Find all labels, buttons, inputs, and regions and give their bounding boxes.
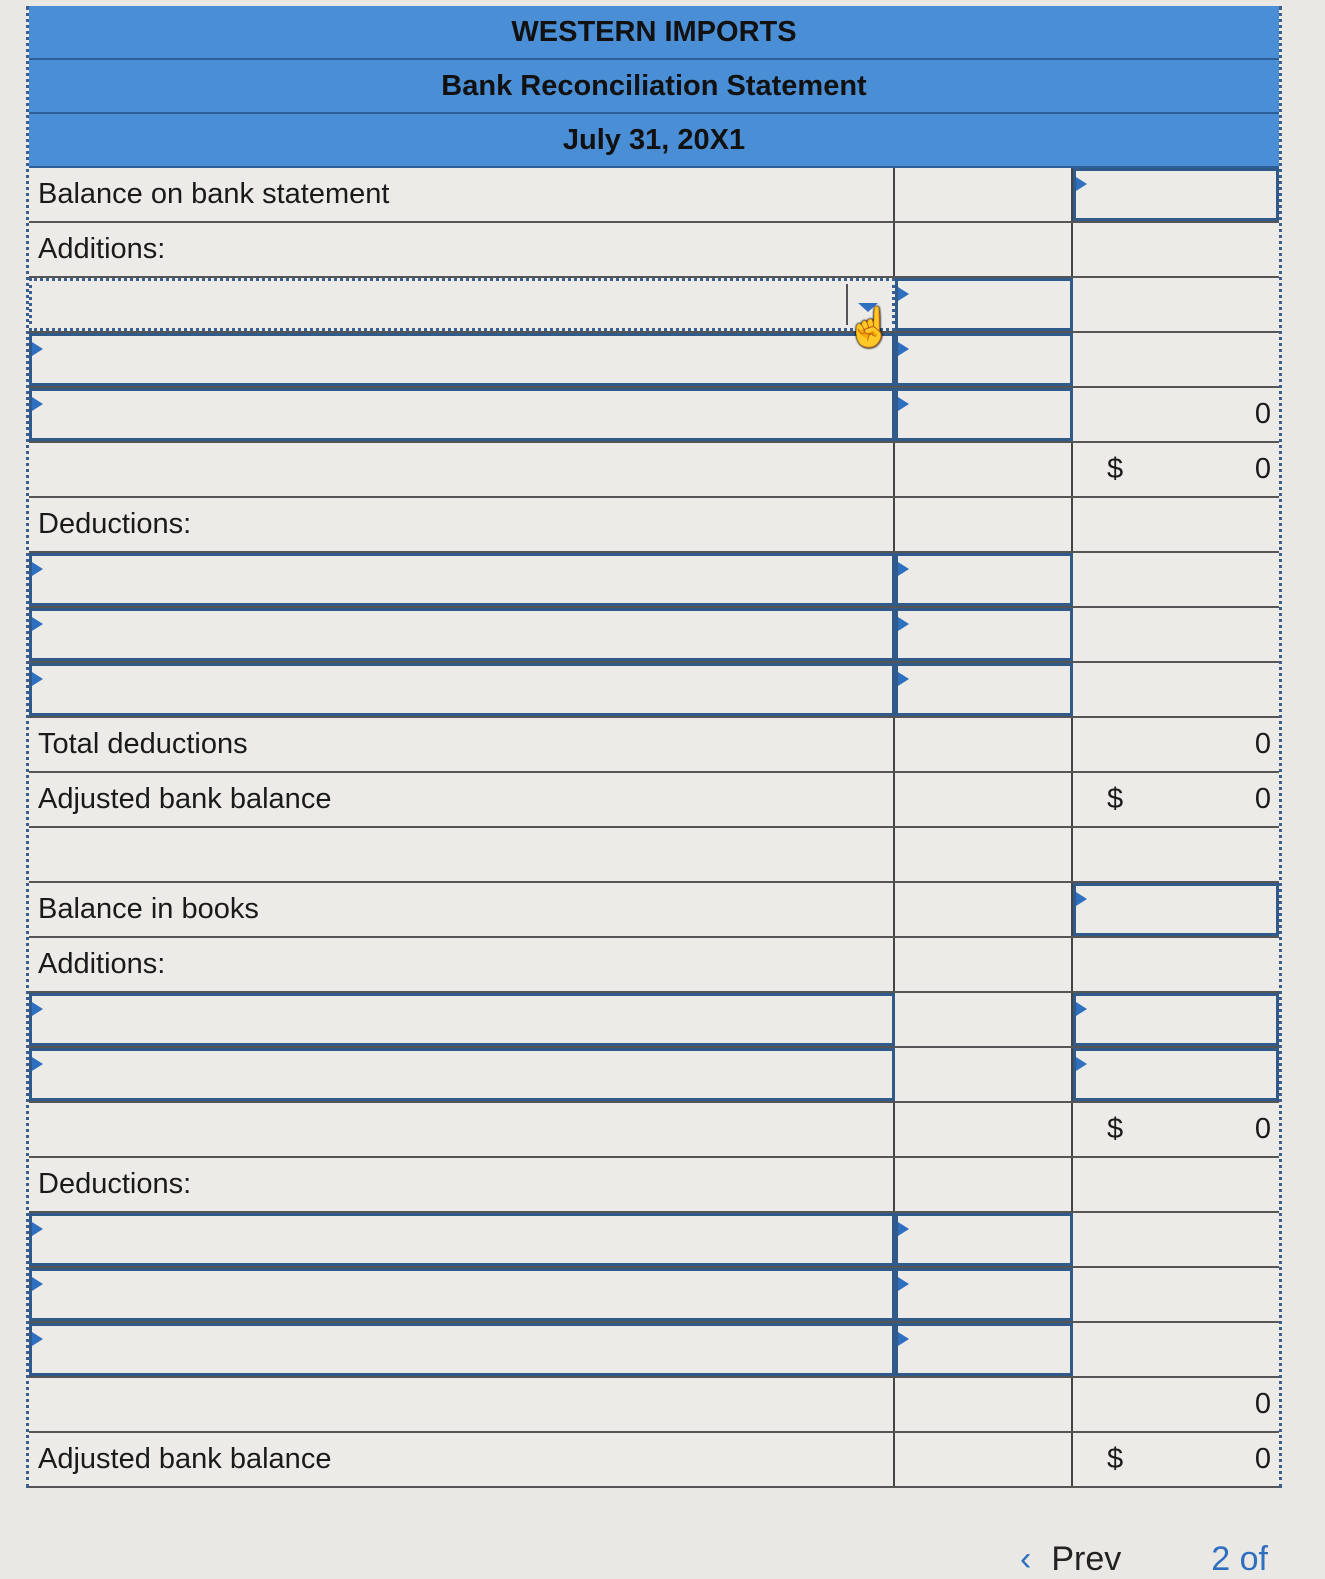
table-row <box>29 718 1279 773</box>
table-row <box>29 1378 1279 1433</box>
amount-cell <box>895 168 1073 221</box>
total-cell <box>1073 1433 1279 1486</box>
table-row <box>29 1213 1279 1268</box>
description-dropdown[interactable] <box>29 1048 895 1101</box>
chevron-left-icon[interactable]: ‹ <box>1020 1540 1032 1578</box>
description-dropdown[interactable] <box>29 553 895 606</box>
amount-cell <box>895 993 1073 1046</box>
amount-cell <box>895 883 1073 936</box>
currency-symbol: $ <box>1107 453 1124 485</box>
currency-symbol: $ <box>1107 1113 1124 1145</box>
total-cell <box>1073 1213 1279 1266</box>
computed-value: 0 <box>1254 1388 1271 1420</box>
total-cell <box>1073 388 1279 441</box>
row-label: Adjusted bank balance <box>29 1433 895 1486</box>
row-label: Additions: <box>29 938 895 991</box>
statement-title: Bank Reconciliation Statement <box>29 60 1279 114</box>
row-label: Deductions: <box>29 1158 895 1211</box>
table-row <box>29 168 1279 223</box>
total-cell <box>1073 1103 1279 1156</box>
description-dropdown[interactable] <box>29 993 895 1046</box>
total-cell <box>1073 498 1279 551</box>
row-label: Additions: <box>29 223 895 276</box>
currency-symbol: $ <box>1107 1443 1124 1475</box>
total-cell <box>1073 938 1279 991</box>
statement-date: July 31, 20X1 <box>29 114 1279 168</box>
amount-input[interactable] <box>895 1268 1073 1321</box>
description-dropdown[interactable] <box>29 1268 895 1321</box>
pagination <box>1020 1540 1268 1579</box>
description-cell <box>29 1103 895 1156</box>
prev-button[interactable]: Prev <box>1051 1540 1122 1578</box>
amount-input[interactable] <box>895 388 1073 441</box>
amount-cell <box>895 938 1073 991</box>
amount-input[interactable] <box>895 1323 1073 1376</box>
row-label: Deductions: <box>29 498 895 551</box>
total-cell <box>1073 1268 1279 1321</box>
table-row <box>29 498 1279 553</box>
description-dropdown[interactable] <box>29 278 895 331</box>
computed-value: 0 <box>1254 1113 1271 1145</box>
description-dropdown[interactable] <box>29 1213 895 1266</box>
amount-input[interactable] <box>1073 1048 1279 1101</box>
amount-cell <box>895 443 1073 496</box>
balance-input[interactable] <box>1073 168 1279 221</box>
amount-cell <box>895 498 1073 551</box>
table-row <box>29 1158 1279 1213</box>
computed-value: 0 <box>1254 783 1271 815</box>
total-cell <box>1073 223 1279 276</box>
amount-cell <box>895 223 1073 276</box>
table-row <box>29 608 1279 663</box>
table-row <box>29 1433 1279 1488</box>
table-row <box>29 443 1279 498</box>
amount-input[interactable] <box>895 553 1073 606</box>
total-cell <box>1073 608 1279 661</box>
amount-input[interactable] <box>895 278 1073 331</box>
table-row <box>29 938 1279 993</box>
amount-cell <box>895 1048 1073 1101</box>
row-label: Adjusted bank balance <box>29 773 895 826</box>
amount-input[interactable] <box>895 663 1073 716</box>
reconciliation-sheet <box>26 6 1282 1488</box>
total-cell <box>1073 1158 1279 1211</box>
table-row <box>29 553 1279 608</box>
table-row <box>29 1268 1279 1323</box>
table-row <box>29 828 1279 883</box>
currency-symbol: $ <box>1107 783 1124 815</box>
amount-input[interactable] <box>895 1213 1073 1266</box>
description-dropdown[interactable] <box>29 663 895 716</box>
amount-cell <box>895 1158 1073 1211</box>
page-indicator: 2 of <box>1211 1540 1268 1578</box>
description-dropdown[interactable] <box>29 1323 895 1376</box>
total-cell <box>1073 1378 1279 1431</box>
total-cell <box>1073 333 1279 386</box>
total-cell <box>1073 278 1279 331</box>
table-row <box>29 883 1279 938</box>
amount-cell <box>895 718 1073 771</box>
table-row <box>29 773 1279 828</box>
description-dropdown[interactable] <box>29 333 895 386</box>
row-label: Balance in books <box>29 883 895 936</box>
row-label: Total deductions <box>29 718 895 771</box>
computed-value: 0 <box>1254 1443 1271 1475</box>
balance-input[interactable] <box>1073 883 1279 936</box>
table-row <box>29 1323 1279 1378</box>
table-row <box>29 1103 1279 1158</box>
total-cell <box>1073 443 1279 496</box>
description-cell <box>29 443 895 496</box>
company-name: WESTERN IMPORTS <box>29 6 1279 60</box>
statement-rows <box>29 168 1279 1488</box>
computed-value: 0 <box>1254 398 1271 430</box>
amount-input[interactable] <box>1073 993 1279 1046</box>
amount-cell <box>895 773 1073 826</box>
total-cell <box>1073 773 1279 826</box>
computed-value: 0 <box>1254 453 1271 485</box>
amount-cell <box>895 1378 1073 1431</box>
description-dropdown[interactable] <box>29 388 895 441</box>
amount-input[interactable] <box>895 333 1073 386</box>
table-row <box>29 223 1279 278</box>
amount-cell <box>895 1103 1073 1156</box>
table-row <box>29 333 1279 388</box>
total-cell <box>1073 1323 1279 1376</box>
total-cell <box>1073 553 1279 606</box>
table-row <box>29 663 1279 718</box>
description-dropdown[interactable] <box>29 608 895 661</box>
total-cell <box>1073 718 1279 771</box>
total-cell <box>1073 663 1279 716</box>
table-row <box>29 993 1279 1048</box>
table-row <box>29 1048 1279 1103</box>
table-row <box>29 388 1279 443</box>
row-label: Balance on bank statement <box>29 168 895 221</box>
hand-cursor-icon: ☝ <box>846 307 894 349</box>
computed-value: 0 <box>1254 728 1271 760</box>
description-cell <box>29 828 895 881</box>
table-row <box>29 278 1279 333</box>
total-cell <box>1073 828 1279 881</box>
amount-cell <box>895 828 1073 881</box>
description-cell <box>29 1378 895 1431</box>
amount-input[interactable] <box>895 608 1073 661</box>
amount-cell <box>895 1433 1073 1486</box>
